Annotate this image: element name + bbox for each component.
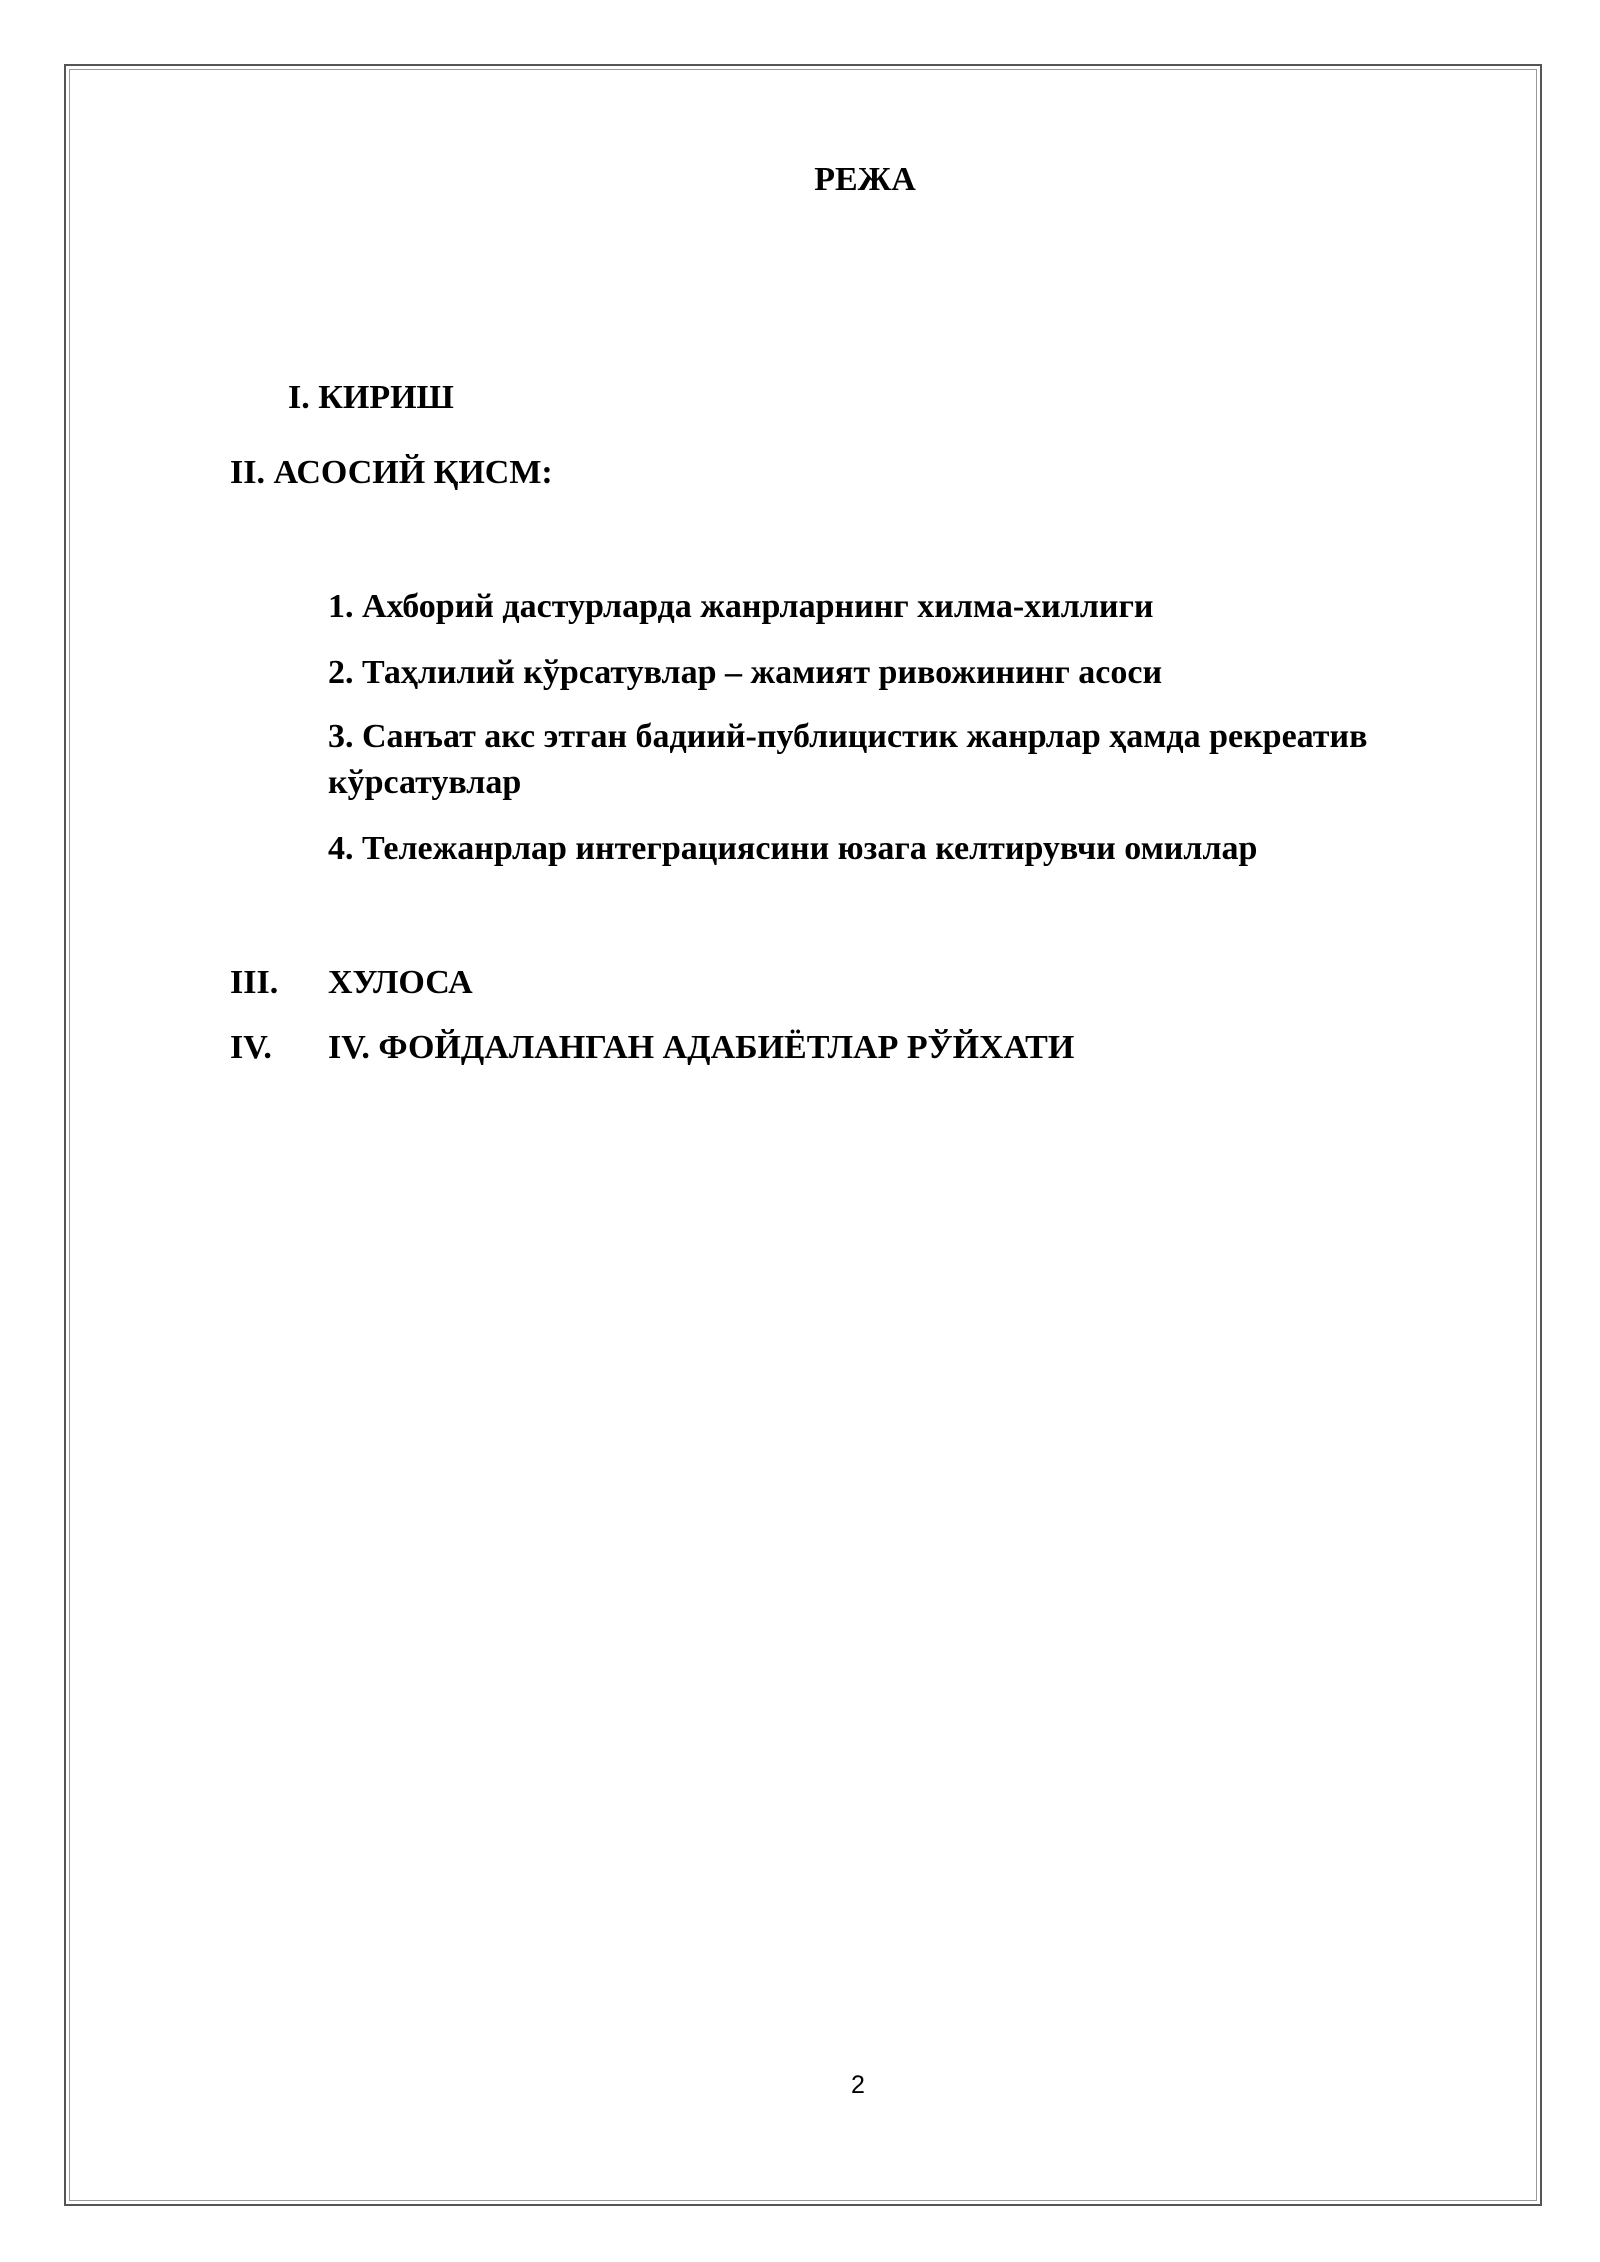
main-part-item-2: 2. Таҳлилий кўрсатувлар – жамият ривожининг асоси [328, 654, 1163, 691]
page-title: РЕЖА [814, 161, 916, 198]
section-label: IV. ФОЙДАЛАНГАН АДАБИЁТЛАР РЎЙХАТИ [328, 1029, 1075, 1066]
section-conclusion [230, 960, 473, 1006]
page-number: 2 [851, 2071, 865, 2099]
section-label: ХУЛОСА [328, 964, 473, 1001]
section-main-part: II. АСОСИЙ ҚИСМ: [230, 454, 553, 491]
page-border [64, 64, 1542, 2206]
main-part-item-3: 3. Санъат акс этган бадиий-публицистик жанрлар ҳамда рекреатив кўрсатувлар [328, 718, 1368, 801]
main-part-item-4: 4. Тележанрлар интеграциясини юзага келтирувчи омиллар [328, 830, 1258, 867]
section-references [230, 1025, 1074, 1071]
section-number: III. [230, 964, 279, 1001]
section-number: IV. [230, 1029, 272, 1066]
section-introduction: I. КИРИШ [288, 379, 454, 416]
main-part-item-1: 1. Ахборий дастурларда жанрларнинг хилма-хиллиги [328, 588, 1154, 625]
